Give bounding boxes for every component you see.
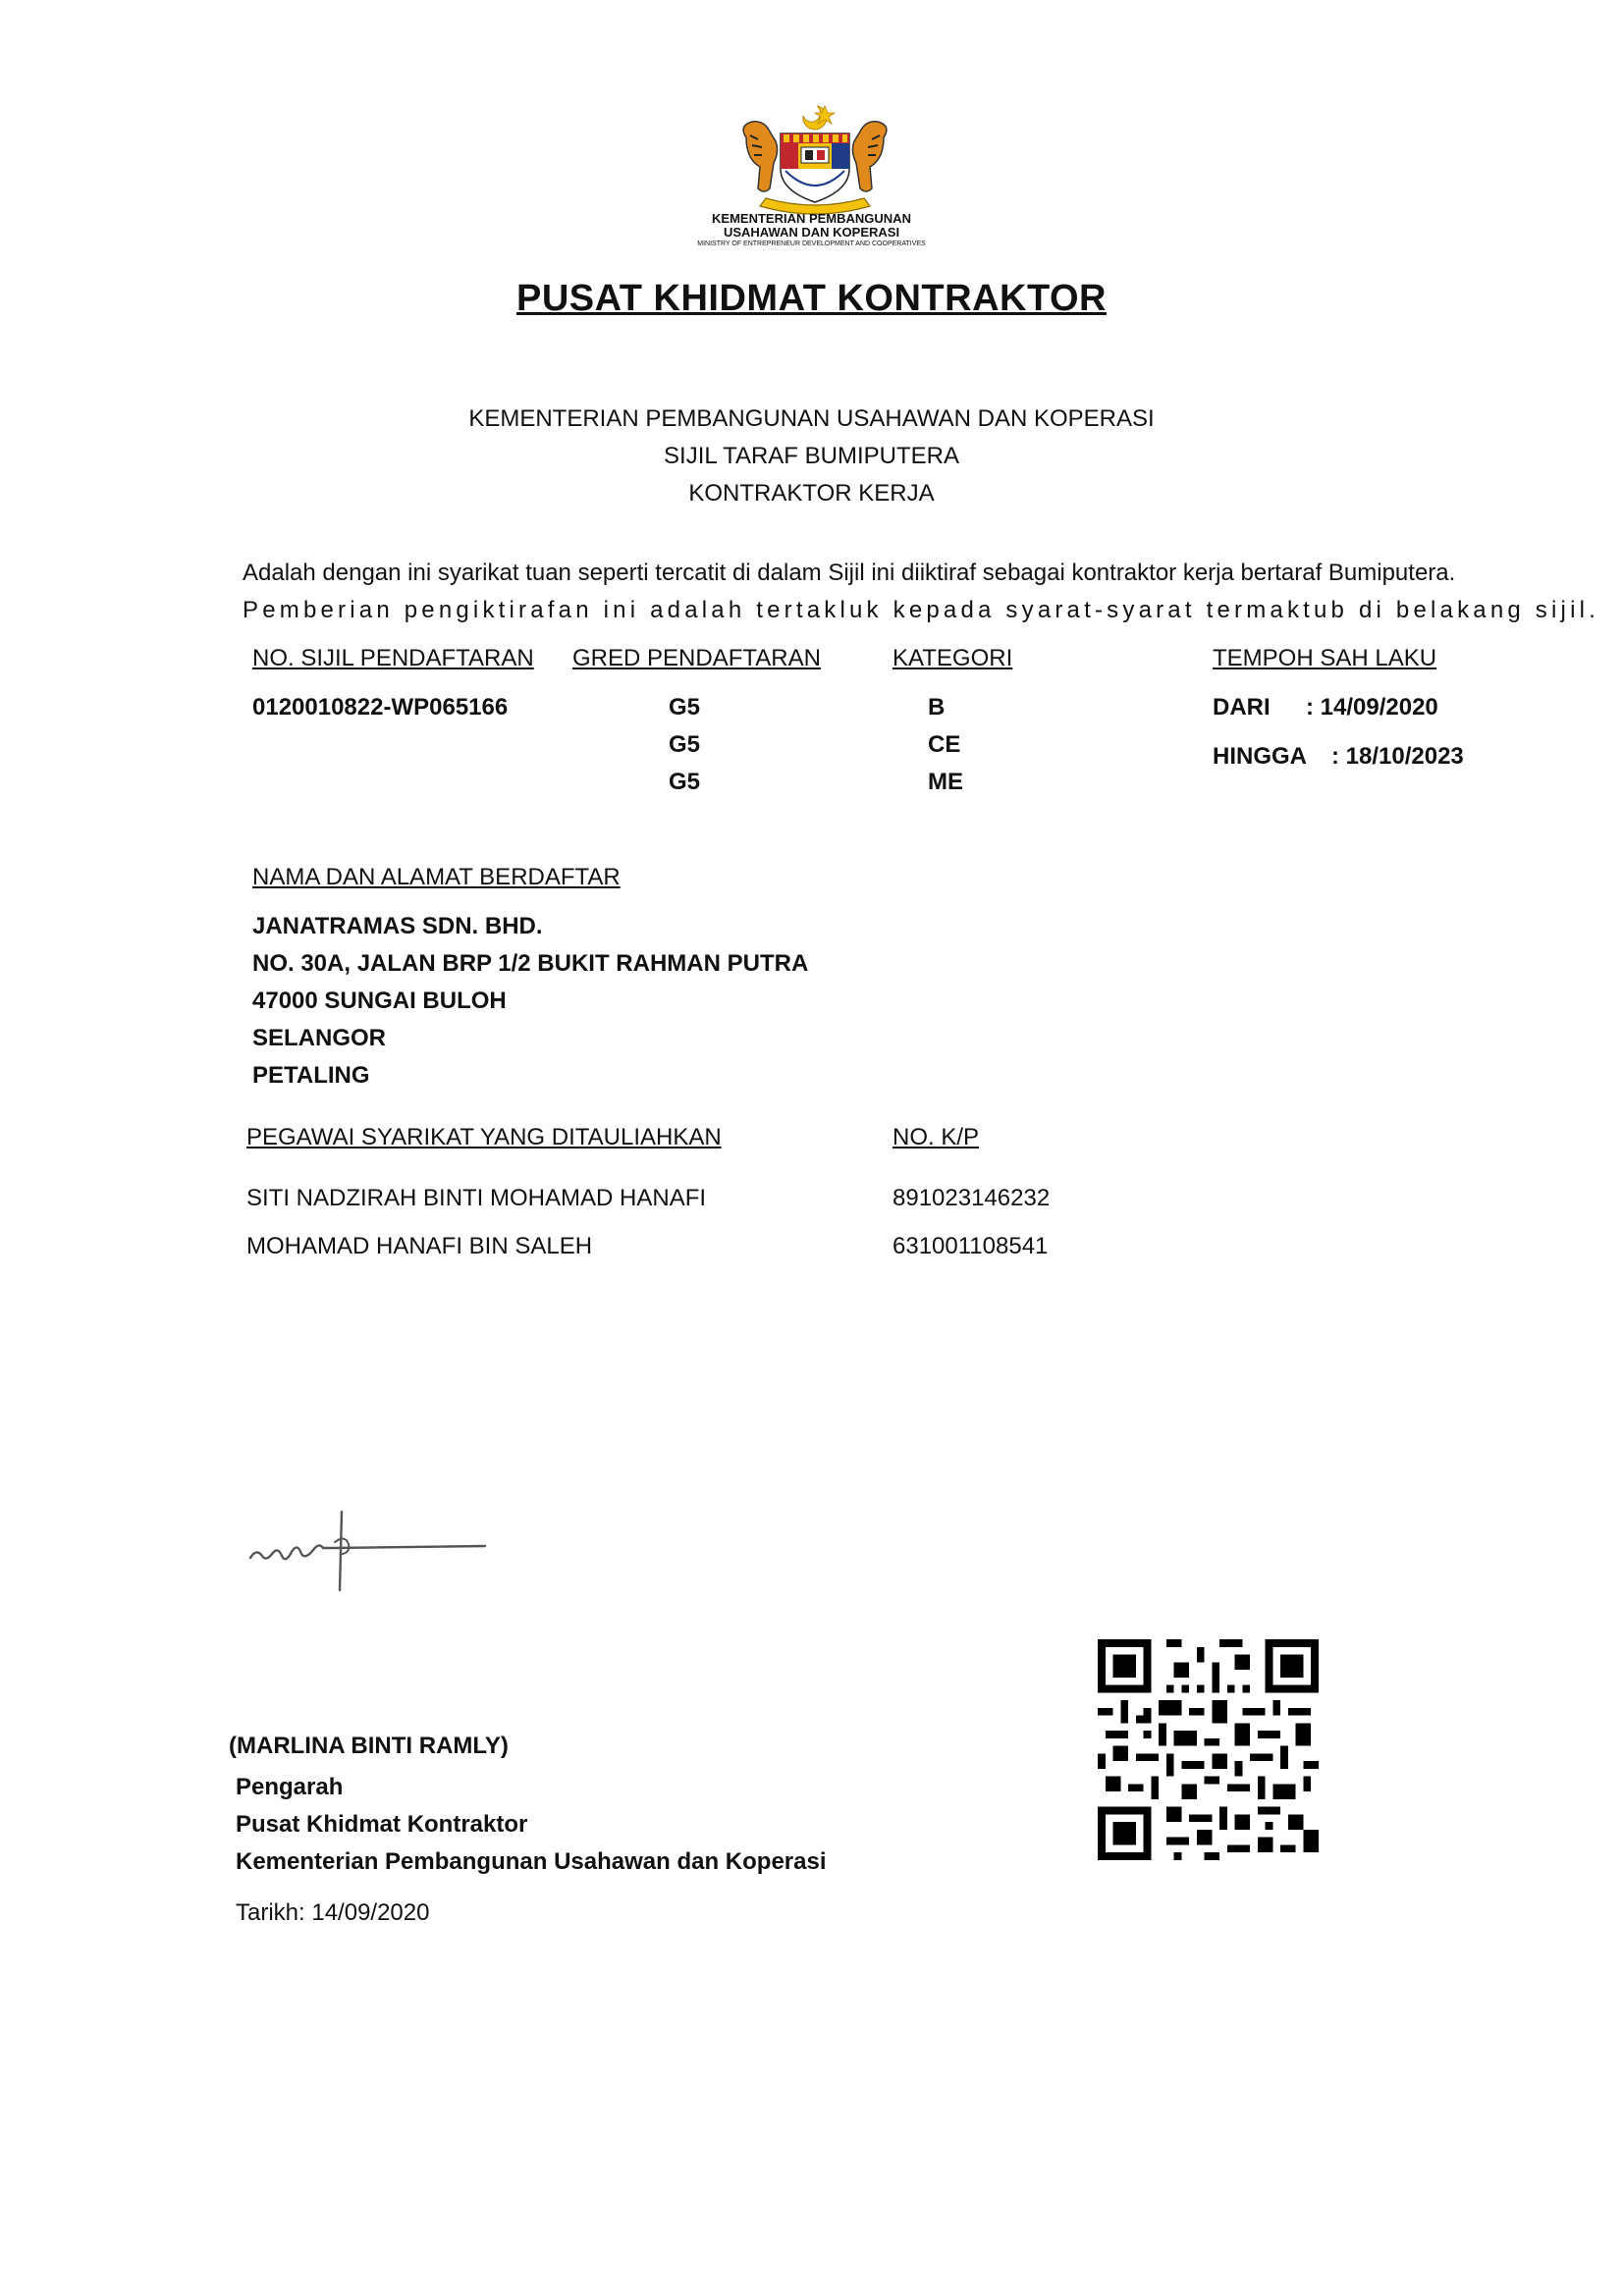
officer-name: MOHAMAD HANAFI BIN SALEH xyxy=(246,1233,593,1259)
tempoh-header: TEMPOH SAH LAKU xyxy=(1213,645,1437,671)
handwritten-signature xyxy=(241,1497,506,1595)
coat-of-arms-logo xyxy=(727,98,903,216)
ministry-english-line: MINISTRY OF ENTREPRENEUR DEVELOPMENT AND COOPERATIVES xyxy=(697,240,926,247)
hingga-value: : 18/10/2023 xyxy=(1331,743,1464,770)
signature-date: Tarikh: 14/09/2020 xyxy=(236,1899,430,1926)
kategori-value-2: CE xyxy=(928,731,961,758)
officer-ic: 891023146232 xyxy=(893,1185,1051,1211)
company-name: JANATRAMAS SDN. BHD. xyxy=(252,913,543,939)
gred-header: GRED PENDAFTARAN xyxy=(572,645,821,671)
kategori-value-3: ME xyxy=(928,769,963,795)
officers-heading: PEGAWAI SYARIKAT YANG DITAULIAHKAN xyxy=(246,1124,722,1150)
address-line: NO. 30A, JALAN BRP 1/2 BUKIT RAHMAN PUTRA xyxy=(252,950,809,977)
signatory-name: (MARLINA BINTI RAMLY) xyxy=(229,1733,509,1759)
address-heading: NAMA DAN ALAMAT BERDAFTAR xyxy=(252,864,621,890)
kategori-value-1: B xyxy=(928,694,946,721)
dari-value: : 14/09/2020 xyxy=(1306,694,1438,721)
intro-paragraph-line-2: Pemberian pengiktirafan ini adalah tertakluk kepada syarat-syarat termaktub di belakang sijil. xyxy=(243,597,1599,623)
signatory-position: Pengarah xyxy=(236,1774,344,1800)
ministry-heading: KEMENTERIAN PEMBANGUNAN USAHAWAN DAN KOPERASI xyxy=(468,405,1155,432)
ministry-malay-line-1: KEMENTERIAN PEMBANGUNAN xyxy=(712,211,911,226)
page-title: PUSAT KHIDMAT KONTRAKTOR xyxy=(516,278,1107,319)
no-sijil-value: 0120010822-WP065166 xyxy=(252,694,509,721)
signatory-ministry: Kementerian Pembangunan Usahawan dan Koperasi xyxy=(236,1848,827,1875)
no-sijil-header: NO. SIJIL PENDAFTARAN xyxy=(252,645,534,671)
signatory-unit: Pusat Khidmat Kontraktor xyxy=(236,1811,528,1838)
qr-code xyxy=(1098,1639,1319,1860)
ministry-malay-line-2: USAHAWAN DAN KOPERASI xyxy=(723,225,900,240)
intro-paragraph-line-1: Adalah dengan ini syarikat tuan seperti tercatit di dalam Sijil ini diiktiraf sebagai kontraktor kerja bertaraf Bumiputera. xyxy=(243,560,1456,586)
gred-value-2: G5 xyxy=(669,731,701,758)
address-line: 47000 SUNGAI BULOH xyxy=(252,988,507,1014)
address-line: SELANGOR xyxy=(252,1025,387,1051)
address-line: PETALING xyxy=(252,1062,370,1089)
officer-name: SITI NADZIRAH BINTI MOHAMAD HANAFI xyxy=(246,1185,707,1211)
gred-value-3: G5 xyxy=(669,769,701,795)
hingga-label: HINGGA xyxy=(1213,743,1307,770)
dari-label: DARI xyxy=(1213,694,1271,721)
gred-value-1: G5 xyxy=(669,694,701,721)
officer-ic: 631001108541 xyxy=(893,1233,1049,1259)
certificate-type-heading: SIJIL TARAF BUMIPUTERA xyxy=(664,443,959,469)
ic-heading: NO. K/P xyxy=(893,1124,980,1150)
ministry-logo-text xyxy=(0,212,1623,249)
address-block xyxy=(252,913,808,1099)
kategori-header: KATEGORI xyxy=(893,645,1013,671)
contractor-type-heading: KONTRAKTOR KERJA xyxy=(688,480,935,507)
